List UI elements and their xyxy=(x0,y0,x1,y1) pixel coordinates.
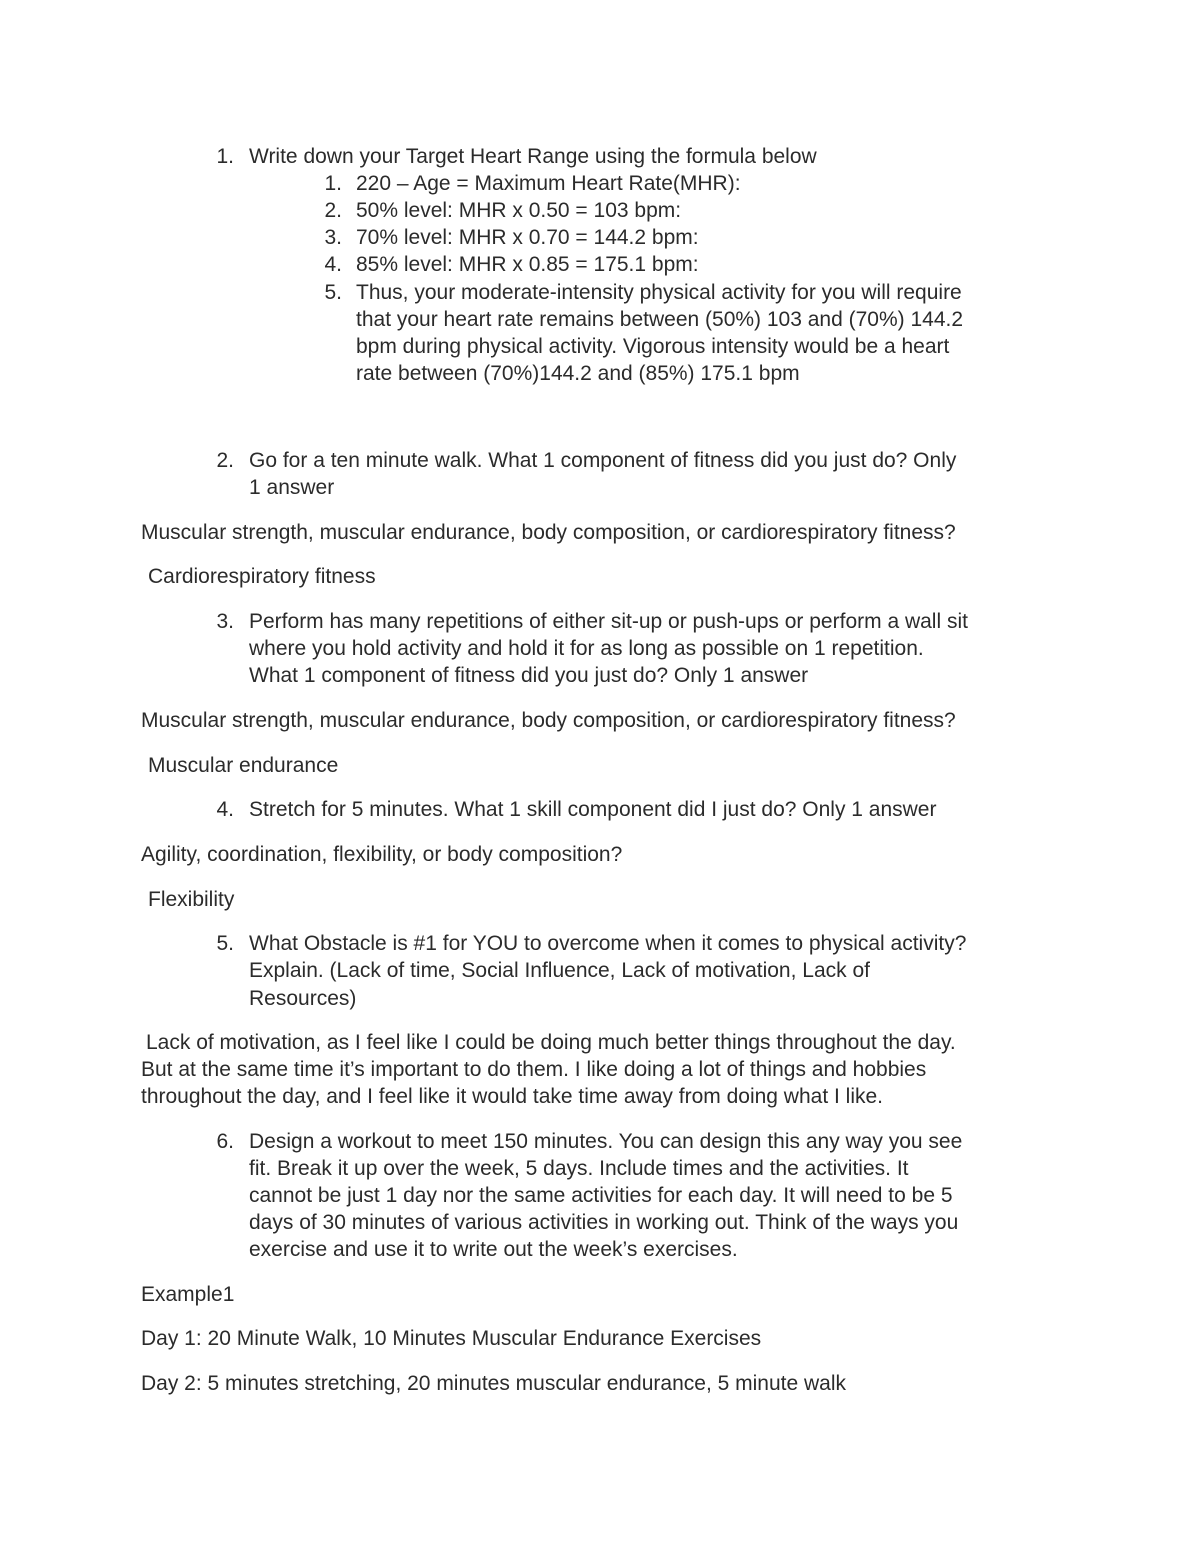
example-day: Day 2: 5 minutes stretching, 20 minutes muscular endurance, 5 minute walk xyxy=(141,1372,847,1395)
q1-sub5-line: rate between (70%)144.2 and (85%) 175.1 bpm xyxy=(356,362,800,385)
q2-line: Go for a ten minute walk. What 1 component of fitness did you just do? Only xyxy=(249,449,957,472)
q3-options: Muscular strength, muscular endurance, body composition, or cardiorespiratory fitness? xyxy=(141,709,956,732)
q3-line: Perform has many repetitions of either sit-up or push-ups or perform a wall sit xyxy=(249,610,968,633)
q5-answer-line: Lack of motivation, as I feel like I could be doing much better things throughout the day. xyxy=(146,1031,956,1054)
q6-line: Design a workout to meet 150 minutes. You can design this any way you see xyxy=(249,1130,963,1153)
q1-sub4-number: 4. xyxy=(324,253,342,276)
q3-number: 3. xyxy=(216,610,234,633)
q5-number: 5. xyxy=(216,932,234,955)
q1-sub5-number: 5. xyxy=(324,281,342,304)
q5-line: Explain. (Lack of time, Social Influence, Lack of motivation, Lack of xyxy=(249,959,870,982)
q1-sub4-text: 85% level: MHR x 0.85 = 175.1 bpm: xyxy=(356,253,699,276)
q1-sub3-text: 70% level: MHR x 0.70 = 144.2 bpm: xyxy=(356,226,699,249)
q6-line: cannot be just 1 day nor the same activities for each day. It will need to be 5 xyxy=(249,1184,953,1207)
example-day: Day 1: 20 Minute Walk, 10 Minutes Muscular Endurance Exercises xyxy=(141,1327,762,1350)
q4-answer: Flexibility xyxy=(148,888,235,911)
q6-number: 6. xyxy=(216,1130,234,1153)
q4-line: Stretch for 5 minutes. What 1 skill component did I just do? Only 1 answer xyxy=(249,798,937,821)
q3-line: What 1 component of fitness did you just do? Only 1 answer xyxy=(249,664,809,687)
q5-answer-line: throughout the day, and I feel like it would take time away from doing what I like. xyxy=(141,1085,884,1108)
q2-line: 1 answer xyxy=(249,476,335,499)
q2-number: 2. xyxy=(216,449,234,472)
q1-sub3-number: 3. xyxy=(324,226,342,249)
q1-sub1-number: 1. xyxy=(324,172,342,195)
q1-text: Write down your Target Heart Range using the formula below xyxy=(249,145,817,168)
q1-sub2-number: 2. xyxy=(324,199,342,222)
q5-line: Resources) xyxy=(249,987,357,1010)
q4-number: 4. xyxy=(216,798,234,821)
example-title: Example1 xyxy=(141,1283,235,1306)
q6-line: exercise and use it to write out the week’s exercises. xyxy=(249,1238,738,1261)
q2-answer: Cardiorespiratory fitness xyxy=(148,565,376,588)
q1-sub5-line: that your heart rate remains between (50%) 103 and (70%) 144.2 xyxy=(356,308,964,331)
q5-line: What Obstacle is #1 for YOU to overcome when it comes to physical activity? xyxy=(249,932,967,955)
q1-sub1-text: 220 – Age = Maximum Heart Rate(MHR): xyxy=(356,172,741,195)
q6-line: days of 30 minutes of various activities in working out. Think of the ways you xyxy=(249,1211,959,1234)
q3-line: where you hold activity and hold it for as long as possible on 1 repetition. xyxy=(249,637,924,660)
q1-sub5-line: Thus, your moderate-intensity physical activity for you will require xyxy=(356,281,962,304)
q3-answer: Muscular endurance xyxy=(148,754,339,777)
q1-number: 1. xyxy=(216,145,234,168)
q4-options: Agility, coordination, flexibility, or body composition? xyxy=(141,843,623,866)
q1-sub5-line: bpm during physical activity. Vigorous intensity would be a heart xyxy=(356,335,950,358)
q2-options: Muscular strength, muscular endurance, body composition, or cardiorespiratory fitness? xyxy=(141,521,956,544)
q5-answer-line: But at the same time it’s important to do them. I like doing a lot of things and hobbies xyxy=(141,1058,927,1081)
q1-sub2-text: 50% level: MHR x 0.50 = 103 bpm: xyxy=(356,199,682,222)
q6-line: fit. Break it up over the week, 5 days. Include times and the activities. It xyxy=(249,1157,909,1180)
